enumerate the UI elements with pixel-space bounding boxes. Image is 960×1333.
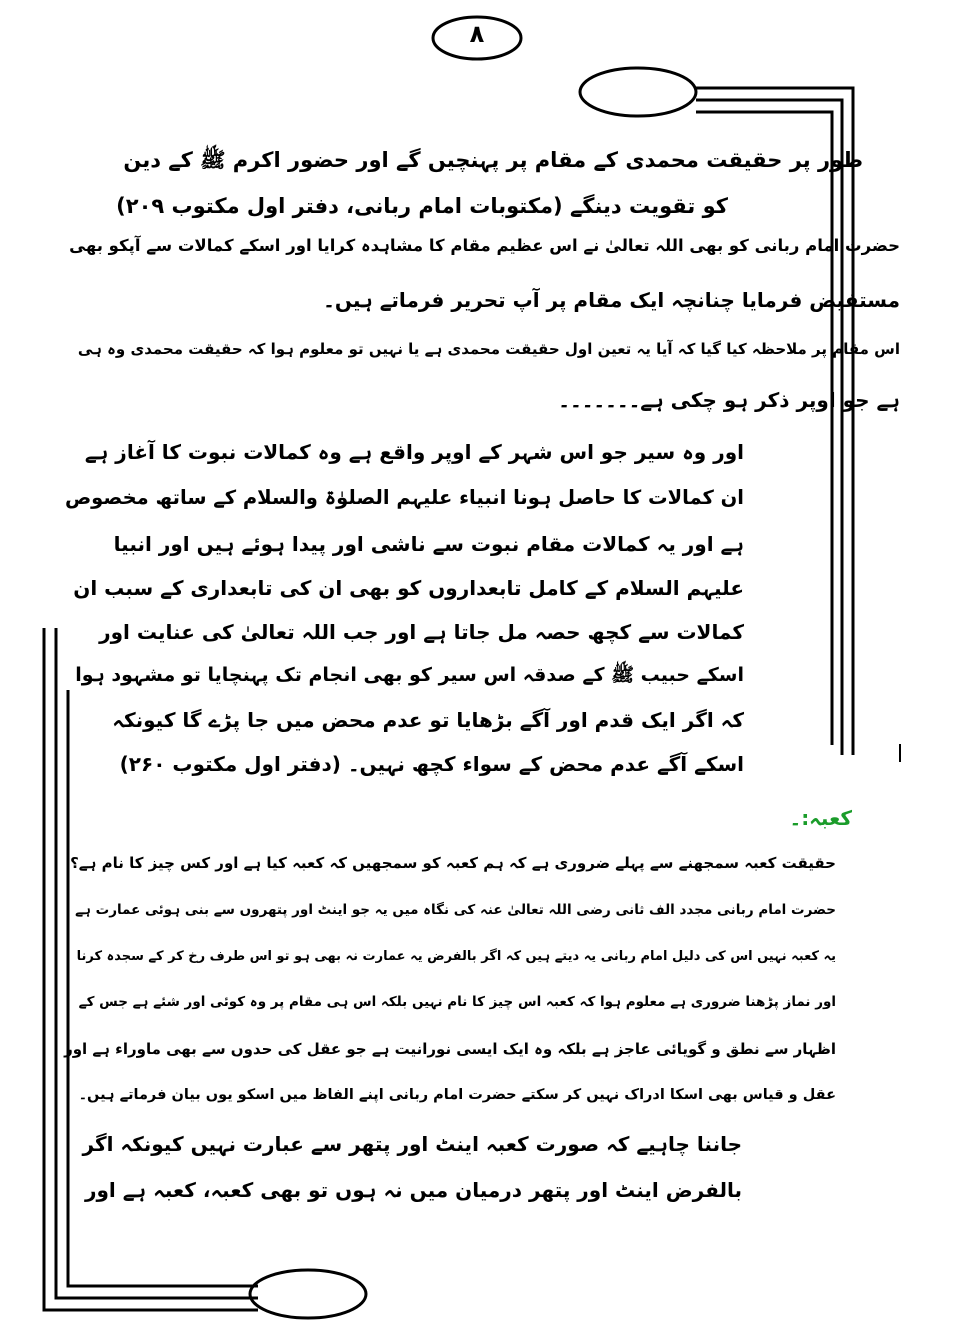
bottom-ornament-oval [250,1270,366,1318]
top-right-ornament-oval [580,68,696,116]
top-line-4: مستفیض فرمایا چنانچہ ایک مقام پر آپ تحریر فرماتے ہیں۔ [323,288,900,312]
quote-line-5: کمالات سے کچھ حصہ مل جاتا ہے اور جب اللہ تعالیٰ کی عنایت اور [99,620,744,644]
top-line-3: حضرت امام ربانی کو بھی اللہ تعالیٰ نے اس عظیم مقام کا مشاہدہ کرایا اور اسکے کمالات سے آپکو بھی [69,236,900,255]
quote-line-4: علیہم السلام کے کامل تابعداروں کو بھی ان کی تابعداری کے سبب ان [73,576,744,600]
quote-line-6: اسکے حبیب ﷺ کے صدقہ اس سیر کو بھی انجام تک پہنچایا تو مشہود ہوا [75,664,744,686]
top-line-2: کو تقویت دینگے (مکتوبات امام ربانی، دفتر اول مکتوب ۲۰۹) [116,194,728,218]
section-line-2: حضرت امام ربانی مجدد الف ثانی رضی اللہ تعالیٰ عنہ کی نگاہ میں یہ جو اینٹ اور پتھروں سے بنی ہوئی عمارت ہے [75,902,836,918]
quote-line-1: اور وہ سیر جو اس شہر کے اوپر واقع ہے وہ کمالات نبوت کا آغاز ہے [84,440,744,464]
quote-line-2: ان کمالات کا حاصل ہونا انبیاء علیہم الصلوٰۃ والسلام کے ساتھ مخصوص [64,486,744,509]
quote-line-7: کہ اگر ایک قدم اور آگے بڑھایا تو عدم محض میں جا پڑے گا کیونکہ [112,708,744,732]
right-border-lines [696,88,853,755]
section-line-3: یہ کعبہ نہیں اس کی دلیل امام ربانی یہ دیتے ہیں کہ اگر بالفرض یہ عمارت نہ بھی ہو تو اس طرف رخ کر کے سجدہ کرنا [76,949,836,964]
top-line-6: ہے جو اوپر ذکر ہو چکی ہے۔۔۔۔۔۔۔ [558,388,900,412]
section-line-7: جاننا چاہیے کہ صورت کعبہ اینٹ اور پتھر سے عبارت نہیں کیونکہ اگر [82,1132,742,1156]
section-line-4: اور نماز پڑھنا ضروری ہے معلوم ہوا کہ کعبہ اس چیز کا نام نہیں بلکہ اس ہی مقام پر وہ کوئی اور شئے ہے جس کے [78,994,836,1010]
section-line-8: بالفرض اینٹ اور پتھر درمیان میں نہ ہوں تو بھی کعبہ، کعبہ ہے اور [84,1178,742,1202]
section-line-1: حقیقت کعبہ سمجھنے سے پہلے ضروری ہے کہ ہم کعبہ کو سمجھیں کہ کعبہ کیا ہے اور کس چیز کا نام ہے؟ [70,854,836,872]
page-number: ٨ [469,20,485,48]
section-line-5: اظہار سے نطق و گویائی عاجز ہے بلکہ وہ ایک ایسی نورانیت ہے جو عقل کی حدوں سے بھی ماوراء ہے اور [64,1040,836,1058]
section-heading: کعبہ:۔ [789,806,852,830]
top-line-1: طور پر حقیقت محمدی کے مقام پر پہنچیں گے اور حضور اکرم ﷺ کے دین [123,148,863,172]
section-line-6: عقل و قیاس بھی اسکا ادراک نہیں کر سکتے حضرت امام ربانی اپنے الفاظ میں اسکو یوں بیان فرماتے ہیں۔ [78,1087,836,1103]
quote-line-8: اسکے آگے عدم محض کے سواء کچھ نہیں۔ (دفتر اول مکتوب ۲۶۰) [119,752,744,776]
top-line-5: اس مقام پر ملاحظہ کیا گیا کہ آیا یہ تعین اول حقیقت محمدی ہے یا نہیں تو معلوم ہوا کہ حقیقت محمدی وہ ہی [77,340,900,358]
quote-line-3: ہے اور یہ کمالات مقام نبوت سے ناشی اور پیدا ہوئے ہیں اور انبیا [113,532,744,556]
